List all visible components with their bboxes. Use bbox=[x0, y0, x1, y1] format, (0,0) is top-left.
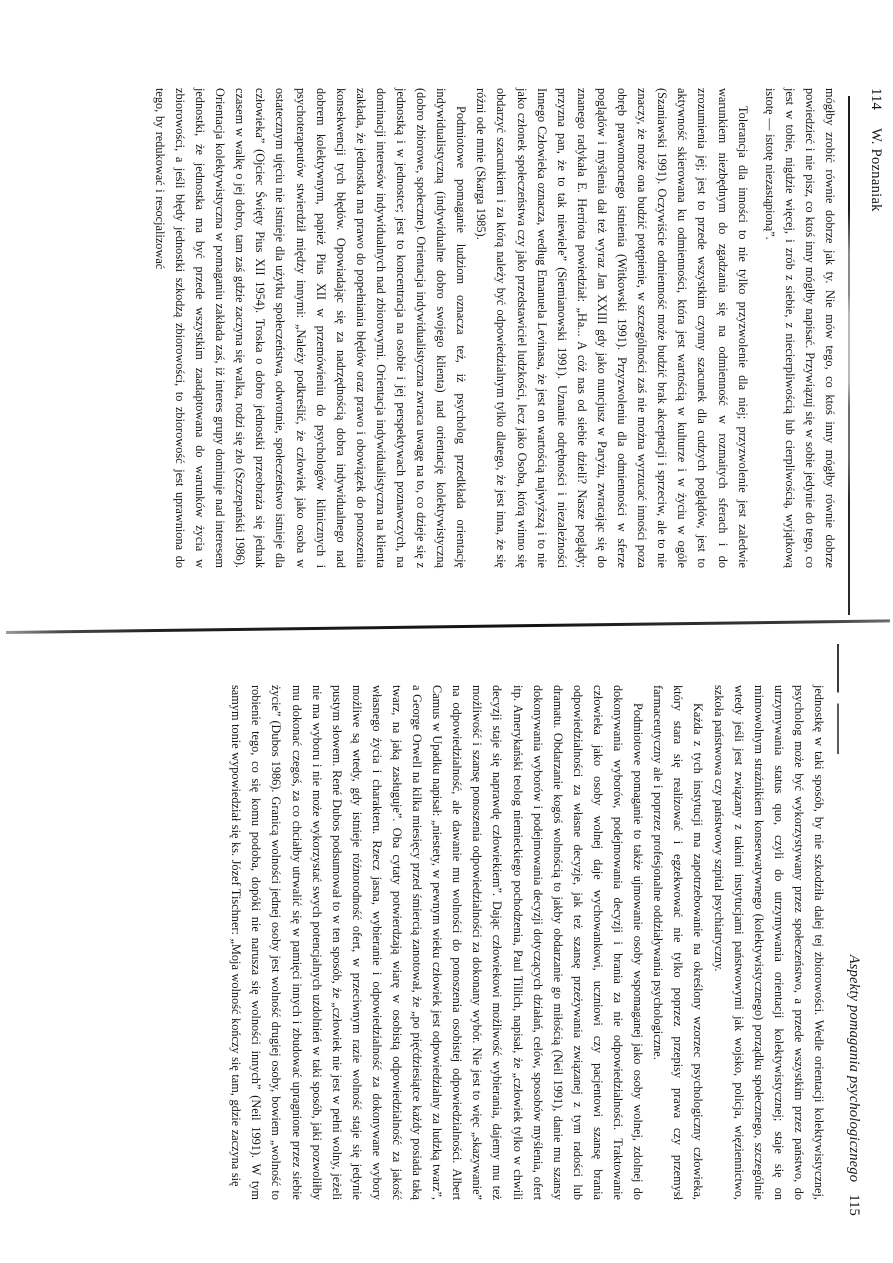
running-head-title: Aspekty pomagania psychologicznego bbox=[846, 954, 862, 1183]
running-head-author: W. Poznaniak bbox=[868, 128, 884, 212]
paragraph-wolnosc: Podmiotowe pomaganie to także ujmowanie osoby wspomaganej jako osoby wolnej, zdolnej do dokonywania wyborów, podejmowania decyzji i brania za nie odpowiedzialności. Traktowanie człowieka jako osoby wolnej daje wychowankowi, uczniowi czy pacjentowi szansę brania odpowiedzialności za własne decyzje, jak też szansę przeżywania związanej z tym radości lub dramatu. Obdarzanie kogoś wolnością to jakby obdarzanie go miłością (Neil 1991), danie mu szansy dokonywania wyborów i podejmowania decyzji dotyczących działań, celów, sposobów myślenia, ofert itp. Amerykański teolog niemieckiego pochodzenia, Paul Tillich, napisał, że „człowiek tylko w chwili decyzji staje się naprawdę człowiekiem”. Dając człowiekowi możliwość wybierania, dajemy mu też możliwość i szansę ponoszenia odpowiedzialności za dokonany wybór. Nie jest to więc „skazywanie” na odpowiedzialność, ale dawanie mu wolności do ponoszenia osobistej odpowiedzialności. Albert Camus w Upadku napisał: „niestety, w pewnym wieku człowiek jest odpowiedzialny za ludzką twarz”, a George Orwell na kilka miesięcy przed śmiercią zanotował, że „po pięćdziesiątce każdy posiada taką twarz, na jaką zasługuje”. Oba cytaty potwierdzają wiarę w osobistą odpowiedzialność za jakość własnego życia i charakteru. Rzecz jasna, wybieranie i odpowiedzialność za dokonywane wybory możliwe są wtedy, gdy istnieje różnorodność ofert, w przeciwnym razie wolność staje się jedynie pustym słowem. René Dubos podsumował to w ten sposób, że „człowiek nie jest w pełni wolny, jeżeli nie ma wyboru i nie może wykorzystać swych potencjalnych uzdolnień w taki sposób, jaki pozwoliłby mu dokonać czegoś, za co chciałby utrwalić się w pamięci innych i zbudować upragnione przez siebie życie” (Dubos 1986). Granicą wolności jednej osoby jest wolność drugiej osoby, bowiem „wolność to robienie tego, co się komu podoba, dopóki nie narusza się wolności innych” (Neil 1991). W tym samym tonie wypowiedział się ks. Józef Tischner: „Moja wolność kończy się tam, gdzie zaczyna się bbox=[229, 685, 646, 1200]
paragraph-continuation: jednostkę w taki sposób, by nie szkodziła dalej tej zbiorowości. Wedle orientacji kolektywistycznej, psycholog może być wykorzystywany przez społeczeństwo, a przede wszystkim przez państwo, do utrzymywania status quo, czyli do utrzymywania orientacji kolektywistycznej; staje się on mimowolnym strażnikiem konserwatywnego (kolektywistycznego) porządku społecznego, szczególnie wtedy jeśli jest związany z takimi instytucjami państwowymi jak wojsko, policja, więziennictwo, szkoła państwowa czy państwowy szpital psychiatryczny. bbox=[711, 685, 826, 1200]
paragraph-tolerancja: Tolerancja dla inności to nie tylko przyzwolenie dla niej; przyzwolenie jest zaledwie warunkiem niezbędnym do zgadzania się na odmienność w rozmaitych sferach i do zrozumienia jej; jest to przede wszystkim czynny szacunek dla cudzych poglądów, jest to aktywność skierowana ku odmienności, która jest wartością w kulturze i w życiu w ogóle (Szaniawski 1991). Oczywiście odmienność może budzić brak akceptacji i sprzeciw, ale to nie znaczy, że może ona budzić potępienie, w szczególności zaś nie można wyrzucać inności poza obręb prawomocnego istnienia (Witkowski 1991). Przyzwoleniu dla odmienności w sferze poglądów i myślenia dał też wyraz Jan XXIII gdy jako nuncjusz w Paryżu, zwracając się do znanego radykała E. Herriota powiedział: „Ha... A cóż nas od siebie dzieli? Nasze poglądy; przyzna pan, że to tak niewiele” (Siemianowski 1991). Uznanie odrębności i niezależności Innego Człowieka oznacza, według Emanuela Levinasa, że jest on wartością najwyższą i to nie jako członek społeczeństwa czy jako przedstawiciel ludzkości, lecz jako Osoba, którą winno się obdarzyć szacunkiem i za którą należy być odpowiedzialnym tylko dlatego, że jest inna, że się różni ode mnie (Skarga 1985). bbox=[474, 88, 750, 568]
running-header-115 bbox=[842, 636, 862, 1252]
page-114 bbox=[80, 24, 884, 616]
body-text-115 bbox=[226, 636, 829, 1200]
page-gutter-line bbox=[6, 619, 890, 633]
header-rule-115 bbox=[837, 644, 839, 754]
page-115 bbox=[82, 636, 862, 1252]
paragraph-quote-continuation: mógłby zrobić równie dobrze jak ty. Nie mów tego, co ktoś inny mógłby równie dobrze powiedzieć i nie pisz, co ktoś inny mógłby napisać. Przywiązuj się w sobie jedynie do tego, co jest w tobie, nigdzie więcej, i zrób z siebie, z niecierpliwością lub cierpliwością, wyjątkową istotę — istotę niezastąpioną”. bbox=[762, 88, 837, 568]
header-rule-114 bbox=[848, 96, 850, 615]
page-number-114: 114 bbox=[868, 88, 884, 111]
running-header-114 bbox=[862, 24, 884, 616]
paragraph-podmiotowe-pomaganie: Podmiotowe pomaganie ludziom oznacza też, iż psycholog przedkłada orientację indywidualistyczną (indywidualne dobro swojego klienta) nad orientację kolektywistyczną (dobro zbiorowe, społeczne). Orientacja indywidualistyczna zwraca uwagę na to, co dzieje się z jednostką i w jednostce; jest to koncentracja na osobie i jej perspektywach poznawczych, na dominacji interesów indywidualnych nad zbiorowymi. Orientacja indywidualistyczna na klienta zakłada, że jednostka ma prawo do popełniania błędów oraz prawo i obowiązek do ponoszenia konsekwencji tych błędów. Opowiadając się za nadrzędnością dobra indywidualnego nad dobrem kolektywnym, papież Pius XII w przemówieniu do psychologów klinicznych i psychoterapeutów stwierdził między innymi: „Należy podkreślić, że człowiek jako osoba w ostatecznym ujęciu nie istnieje dla użytku społeczeństwa, odwrotnie, społeczeństwo istnieje dla człowieka” (Ojciec Święty Pius XII 1954). Troska o dobro jednostki przeobraża się jednak czasem w walkę o jej dobro, tam zaś gdzie zaczyna się walka, rodzi się zło (Szczepański 1986). Orientacja kolektywistyczna w pomaganiu zakłada zaś, iż interes grupy dominuje nad interesem jednostki, że jednostka ma być przede wszystkim zaadaptowana do warunków życia w zbiorowości, a jeśli błędy jednostki szkodzą zbiorowości, to zbiorowość jest uprawniona do tego, by redukować i resocjalizować bbox=[152, 88, 469, 568]
paragraph-instytucje: Każda z tych instytucji ma zapotrzebowanie na określony wzorzec psychologiczny człowieka, który stara się realizować i egzekwować nie tylko poprzez przepisy prawa czy przemysł farmaceutyczny ale i poprzez profesjonalne oddziaływania psychologiczne. bbox=[651, 685, 706, 1200]
body-text-114 bbox=[150, 24, 840, 568]
page-number-115: 115 bbox=[846, 1194, 862, 1216]
